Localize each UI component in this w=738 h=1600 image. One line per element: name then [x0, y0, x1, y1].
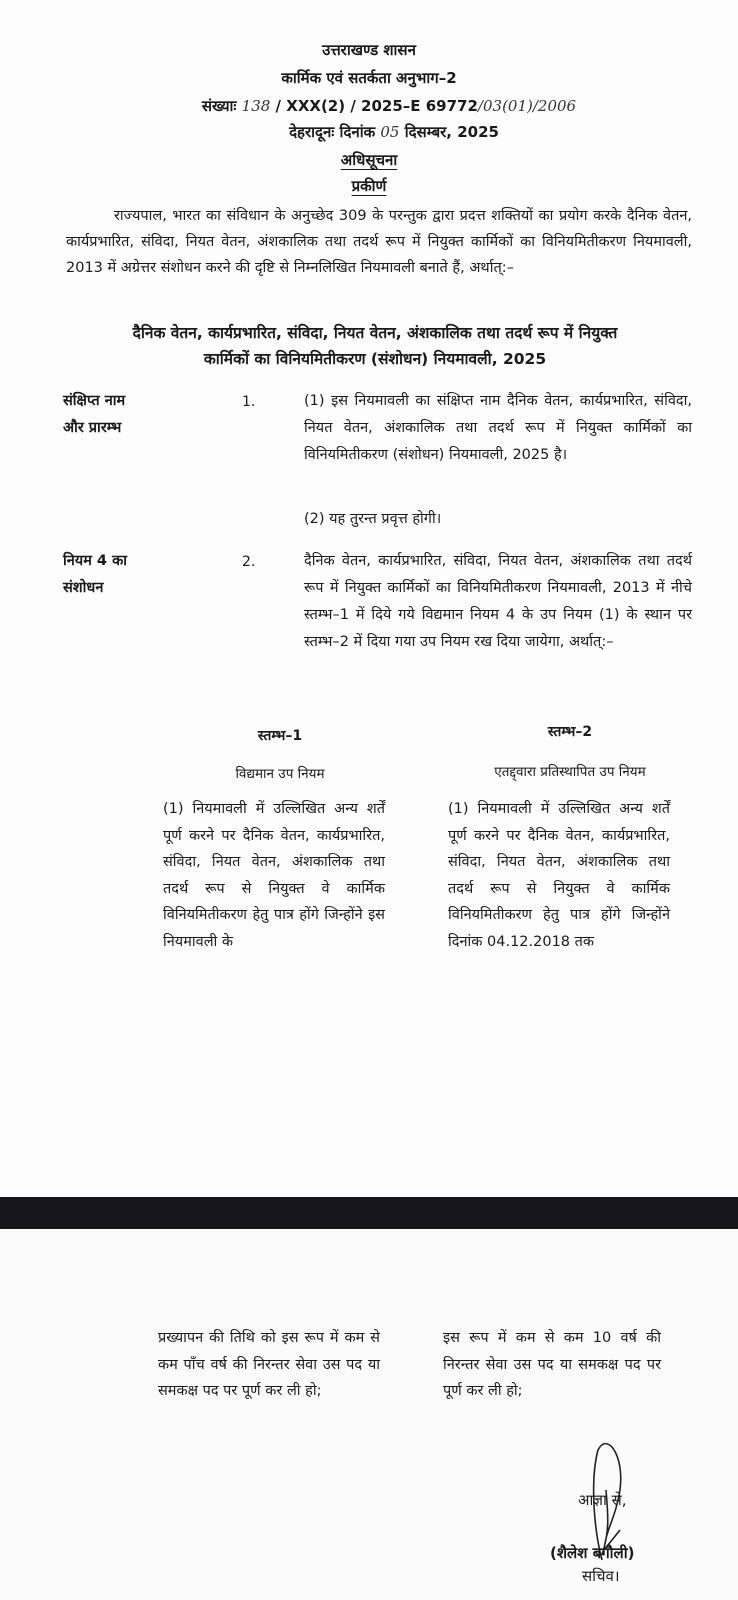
preamble-paragraph	[66, 203, 692, 281]
date-suffix: दिसम्बर, 2025	[404, 123, 499, 141]
column-2-text-continued: इस रूप में कम से कम 10 वर्ष की निरन्तर सेवा उस पद या समकक्ष पद पर पूर्ण कर ली हो;	[443, 1330, 661, 1399]
side-heading-line1: संक्षिप्त नाम	[63, 393, 126, 409]
column-1-subheader: विद्यमान उप नियम	[235, 766, 325, 782]
column-2-header: स्तम्भ–2	[547, 724, 593, 740]
department-heading: कार्मिक एवं सतर्कता अनुभाग–2	[281, 69, 457, 87]
column-2-text: (1) नियमावली में उल्लिखित अन्य शर्तें पूर्ण करने पर दैनिक वेतन, कार्यप्रभारित, संविदा, नियत वेतन, अंशकालिक तथा तदर्थ रूप से नियुक्त वे कार्मिक विनियमितीकरण हेतु पात्र होंगे जिन्होंने दिनांक 04.12.2018 तक	[448, 801, 670, 950]
printed-number: / XXX(2) / 2025–E 69772	[275, 97, 478, 115]
handwritten-file-suffix: /03(01)/2006	[477, 97, 577, 115]
column-2-subheader: एतद्द्वारा प्रतिस्थापित उप नियम	[494, 764, 646, 780]
signatory-designation: सचिव।	[582, 1567, 620, 1585]
column-1-text-continued: प्रख्यापन की तिथि को इस रूप में कम से कम पाँच वर्ष की निरन्तर सेवा उस पद या समकक्ष पद पर पूर्ण कर ली हो;	[158, 1330, 380, 1399]
handwritten-number: 138	[241, 97, 271, 115]
place-and-date	[0, 122, 738, 142]
notification-heading: अधिसूचना	[340, 151, 398, 169]
section-2-para-1: दैनिक वेतन, कार्यप्रभारित, संविदा, नियत वेतन, अंशकालिक तथा तदर्थ रूप में नियुक्त कार्मिकों का विनियमितीकरण नियमावली, 2013 में नीचे स्तम्भ–1 में दिये गये विद्यमान नियम 4 के उप नियम (1) के स्थान पर स्तम्भ–2 में दिया गया उप नियम रख दिया जायेगा, अर्थात्:–	[304, 553, 692, 650]
section-1-para-2: (2) यह तुरन्त प्रवृत्त होगी।	[304, 511, 442, 527]
rules-title-line2: कार्मिकों का विनियमितीकरण (संशोधन) नियमावली, 2025	[203, 350, 547, 368]
place-date-prefix: देहरादूनः दिनांक	[289, 123, 376, 141]
side-heading-line2: और प्रारम्भ	[63, 420, 122, 436]
government-heading: उत्तराखण्ड शासन	[322, 41, 416, 59]
letter-number	[0, 96, 738, 116]
column-1-header: स्तम्भ–1	[257, 728, 303, 744]
rules-title	[50, 320, 700, 372]
signatory-name: (शैलेश बगौली)	[550, 1544, 635, 1562]
by-order-text: आज्ञा से,	[578, 1491, 627, 1509]
preamble-text: राज्यपाल, भारत का संविधान के अनुच्छेद 309 के परन्तुक द्वारा प्रदत्त शक्तियों का प्रयोग करके दैनिक वेतन, कार्यप्रभारित, संविदा, नियत वेतन, अंशकालिक तथा तदर्थ रूप में नियुक्त कार्मिकों का विनियमितीकरण नियमावली, 2013 में अग्रेत्तर संशोधन करने की दृष्टि से निम्नलिखित नियमावली बनाते हैं, अर्थात्:–	[66, 208, 692, 276]
section-2-number: 2.	[242, 554, 256, 570]
side-heading-line2: संशोधन	[63, 580, 104, 596]
section-2-side-heading	[63, 548, 193, 602]
rules-title-line1: दैनिक वेतन, कार्यप्रभारित, संविदा, नियत वेतन, अंशकालिक तथा तदर्थ रूप में नियुक्त	[132, 324, 618, 342]
handwritten-date: 05	[380, 123, 400, 141]
subject-heading: प्रकीर्ण	[351, 177, 387, 195]
side-heading-line1: नियम 4 का	[63, 553, 127, 569]
section-1-side-heading	[63, 388, 193, 442]
number-label: संख्याः	[201, 97, 237, 115]
section-1-para-1: (1) इस नियमावली का संक्षिप्त नाम दैनिक वेतन, कार्यप्रभारित, संविदा, नियत वेतन, अंशकालिक तथा तदर्थ रूप में नियुक्त कार्मिकों का विनियमितीकरण (संशोधन) नियमावली, 2025 है।	[304, 393, 692, 463]
column-1-text: (1) नियमावली में उल्लिखित अन्य शर्तें पूर्ण करने पर दैनिक वेतन, कार्यप्रभारित, संविदा, नियत वेतन, अंशकालिक तथा तदर्थ रूप से नियुक्त वे कार्मिक विनियमितीकरण हेतु पात्र होंगे जिन्होंने इस नियमावली के	[163, 801, 385, 950]
page-break-bar	[0, 1197, 738, 1229]
section-1-number: 1.	[242, 394, 256, 410]
